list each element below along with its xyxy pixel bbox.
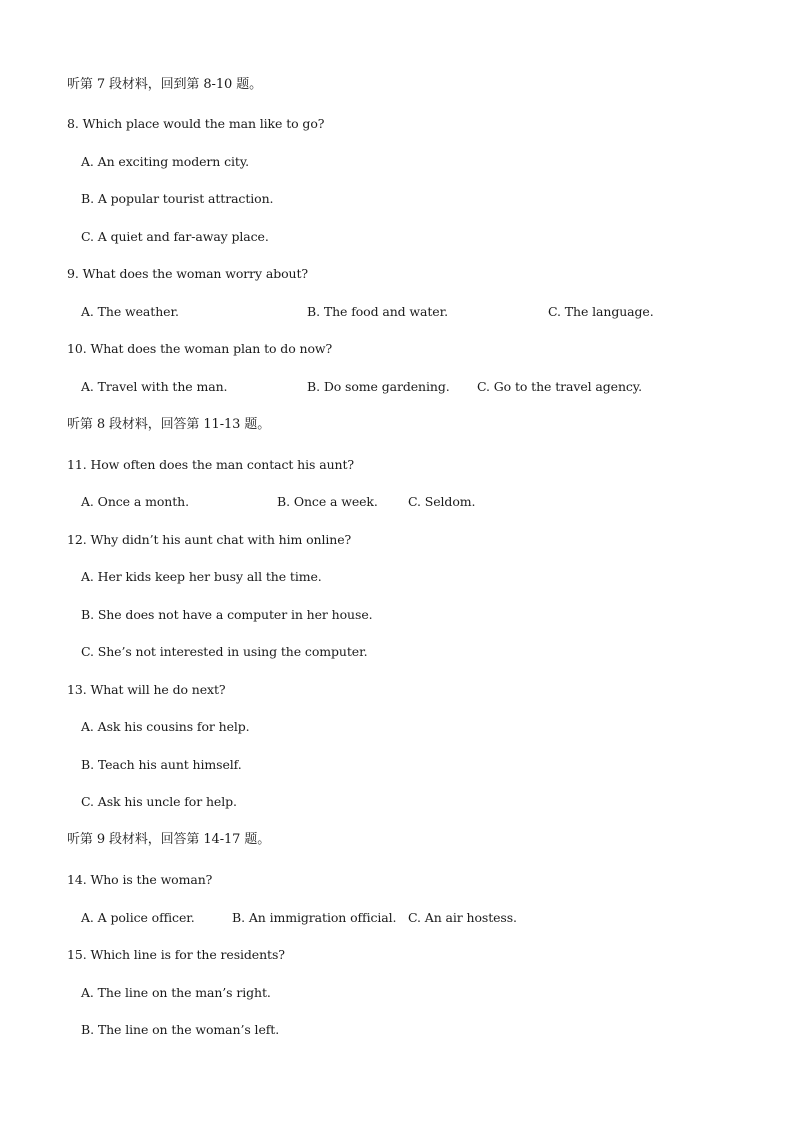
question-12-option-a: A. Her kids keep her busy all the time. <box>81 569 322 584</box>
section-heading-8: 听第 8 段材料，回答第 11-13 题。 <box>67 417 271 432</box>
question-12: 12. Why didn’t his aunt chat with him online? <box>67 532 352 547</box>
question-14: 14. Who is the woman? <box>67 872 213 887</box>
question-11-option-c: C. Seldom. <box>408 494 476 509</box>
question-12-option-c: C. She’s not interested in using the computer. <box>81 644 368 659</box>
question-11-option-b: B. Once a week. <box>277 494 378 509</box>
question-13-option-a: A. Ask his cousins for help. <box>81 719 250 734</box>
question-15: 15. Which line is for the residents? <box>67 947 285 962</box>
question-14-option-a: A. A police officer. <box>81 910 195 925</box>
question-8: 8. Which place would the man like to go? <box>67 116 325 131</box>
question-13: 13. What will he do next? <box>67 682 226 697</box>
question-11-option-a: A. Once a month. <box>81 494 189 509</box>
question-13-option-b: B. Teach his aunt himself. <box>81 757 242 772</box>
question-12-option-b: B. She does not have a computer in her house. <box>81 607 373 622</box>
section-heading-7: 听第 7 段材料，回到第 8-10 题。 <box>67 77 263 92</box>
question-14-option-b: B. An immigration official. <box>232 910 397 925</box>
question-15-option-a: A. The line on the man’s right. <box>81 985 271 1000</box>
question-14-option-c: C. An air hostess. <box>408 910 517 925</box>
question-9-option-b: B. The food and water. <box>307 304 448 319</box>
question-9: 9. What does the woman worry about? <box>67 266 309 281</box>
question-15-option-b: B. The line on the woman’s left. <box>81 1022 280 1037</box>
question-8-option-b: B. A popular tourist attraction. <box>81 191 274 206</box>
question-10-option-b: B. Do some gardening. <box>307 379 450 394</box>
section-heading-9: 听第 9 段材料，回答第 14-17 题。 <box>67 832 271 847</box>
question-9-option-c: C. The language. <box>548 304 654 319</box>
question-8-option-a: A. An exciting modern city. <box>81 154 249 169</box>
question-9-option-a: A. The weather. <box>81 304 179 319</box>
question-8-option-c: C. A quiet and far-away place. <box>81 229 269 244</box>
question-10: 10. What does the woman plan to do now? <box>67 341 333 356</box>
question-11: 11. How often does the man contact his aunt? <box>67 457 355 472</box>
question-10-option-a: A. Travel with the man. <box>81 379 228 394</box>
question-13-option-c: C. Ask his uncle for help. <box>81 794 237 809</box>
question-10-option-c: C. Go to the travel agency. <box>477 379 642 394</box>
